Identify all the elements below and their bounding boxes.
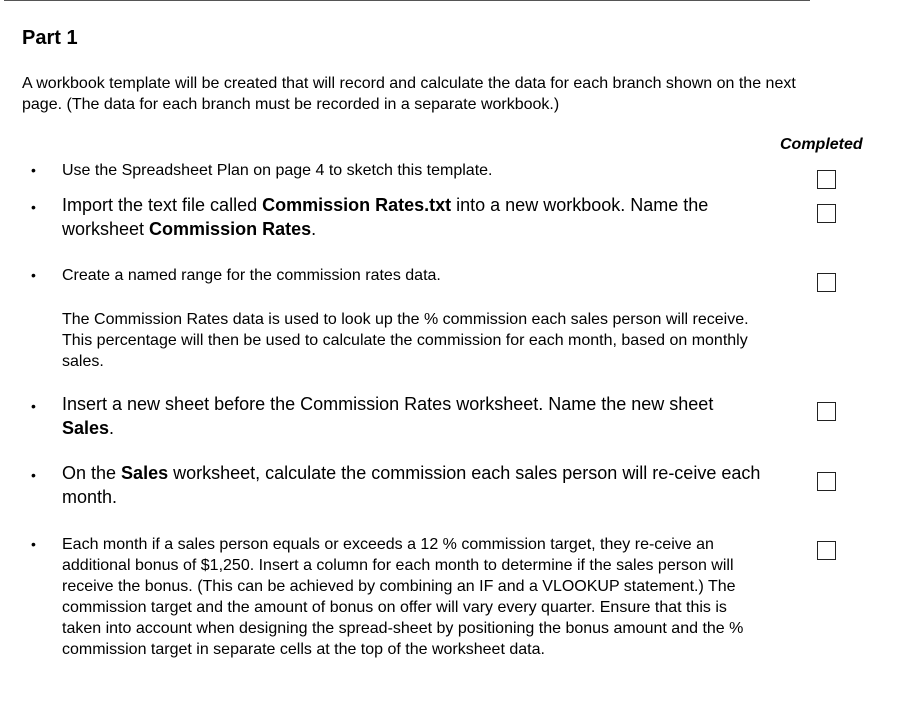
task-3-text: Create a named range for the commission rates data. bbox=[62, 267, 441, 284]
task-4-text: Insert a new sheet before the Commission Rates worksheet. Name the new sheet Sales. bbox=[62, 394, 714, 438]
task-3-note: The Commission Rates data is used to look up the % commission each sales person will receive. This percentage will then be used to calculate the commission for each month, based on monthly sales. bbox=[62, 311, 749, 370]
task-6-checkbox[interactable] bbox=[817, 541, 836, 560]
bullet-icon: • bbox=[31, 267, 36, 283]
task-3-checkbox[interactable] bbox=[817, 273, 836, 292]
bullet-icon: • bbox=[31, 536, 36, 552]
task-2-text: Import the text file called Commission Rates.txt into a new workbook. Name the worksheet Commission Rates. bbox=[62, 195, 709, 239]
page-title: Part 1 bbox=[22, 27, 78, 49]
task-2-checkbox[interactable] bbox=[817, 204, 836, 223]
bullet-icon: • bbox=[31, 199, 36, 215]
completed-column-header: Completed bbox=[780, 136, 863, 153]
task-5-text: On the Sales worksheet, calculate the commission each sales person will re-ceive each month. bbox=[62, 463, 761, 507]
task-1-text: Use the Spreadsheet Plan on page 4 to sketch this template. bbox=[62, 162, 493, 179]
task-5-checkbox[interactable] bbox=[817, 472, 836, 491]
bullet-icon: • bbox=[31, 467, 36, 483]
task-6-text: Each month if a sales person equals or exceeds a 12 % commission target, they re-ceive an additional bonus of $1,250. Insert a column for each month to determine if the sales person will receive the bonus. (This can be achieved by combining an IF and a VLOOKUP statement.) The commission target and the amount of bonus on offer will vary every quarter. Ensure that this is taken into account when designing the spread-sheet by positioning the bonus amount and the % commission target in separate cells at the top of the worksheet data. bbox=[62, 536, 744, 658]
top-divider bbox=[4, 0, 810, 1]
intro-paragraph: A workbook template will be created that will record and calculate the data for each branch shown on the next page. (The data for each branch must be recorded in a separate workbook.) bbox=[22, 75, 796, 113]
bullet-icon: • bbox=[31, 162, 36, 178]
task-4-checkbox[interactable] bbox=[817, 402, 836, 421]
bullet-icon: • bbox=[31, 398, 36, 414]
task-1-checkbox[interactable] bbox=[817, 170, 836, 189]
